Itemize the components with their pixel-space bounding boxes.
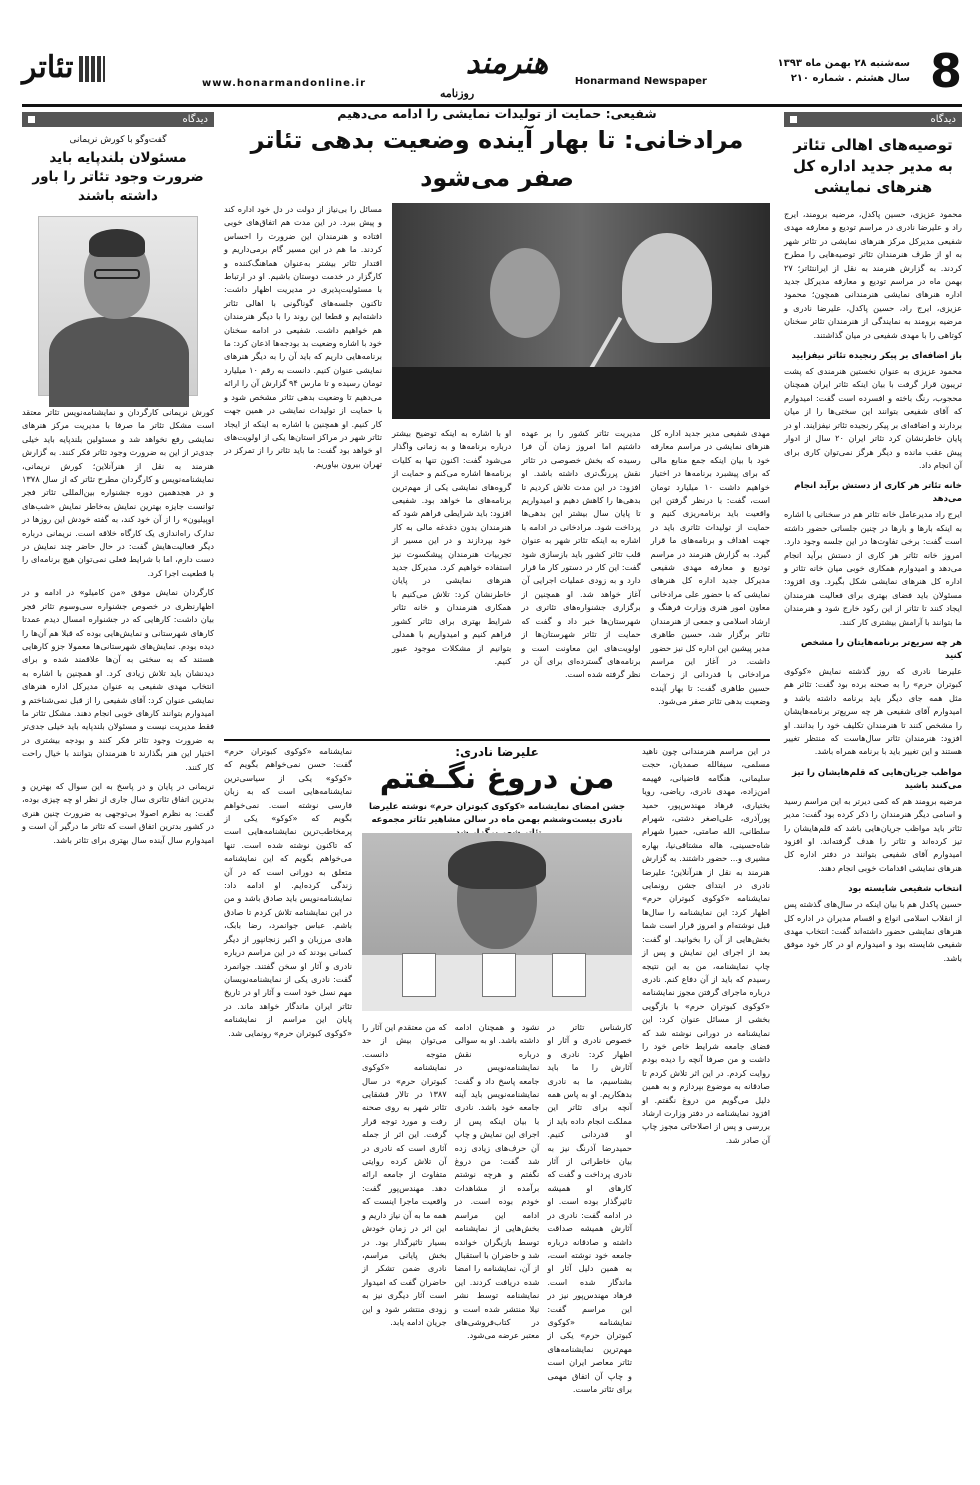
left-text-1: کورش نریمانی کارگردان و نمایشنامه‌نویس تئاتر معتقد است مشکل تئاتر ما صرفا با مدیریت مرکز هنرهای نمایشی رفع نخواهد شد و مسئولین بلندپایه باید خیلی جدی‌تر از این به ضرورت وجود تئاتر فکر کنند. به گزارش هنرمند به نقل از هنرآنلاین؛ کورش نریمانی، نمایشنامه‌نویس و کارگردان مطرح تئاتر که از سال ۱۳۷۸ و در هجدهمین دوره جشنواره بین‌المللی تئاتر فجر توانست جایزه بهترین نمایش به‌خاطر نمایش «شب‌های اوپیلیون» را از آن خود کند، به گفته خودش این روزها در تدارک راه‌اندازی یک کارگاه خلاقه است. نریمانی درباره دیگر فعالیت‌هایش گفت: در حال حاضر چند نمایش در دست دارم، اما با شرایط فعلی نمی‌توان هیچ برنامه‌ای را با قطعیت اجرا کرد. — [22, 407, 214, 578]
second-mid-columns — [362, 1021, 632, 1475]
second-story — [224, 745, 770, 1485]
issue-number: سال هشتم . شماره ۲۱۰ — [790, 73, 910, 84]
right-subhead-3: هر چه سریع‌تر برنامه‌هایتان را مشخص کنید — [800, 637, 962, 661]
second-kicker: علیرضا نادری: — [455, 745, 539, 759]
right-text-4: مرضیه برومند هم که کمی دیرتر به این مراسم رسید و اسامی دیگر هنرمندان را ذکر کرده بود گفت: مدیر تئاتر باید مواظب جریان‌هایی باشد که قلم‌هایشان را تیز کرده‌اند و تئاتر را هدف گرفته‌اند. او افزود امیدوارم آقای شفیعی بتوانند در دفتر اداره کل هنرهای نمایشی اقدامات خوبی انجام دهند. — [784, 795, 962, 873]
main-headline: مرادخانی: تا بهار آینده وضعیت بدهی تئاتر صفر می‌شود — [250, 126, 744, 192]
page-number: 8 — [929, 44, 962, 98]
second-left-col: نمایشنامه «کوکوی کبوتران حرم» گفت: حسن نمی‌خواهم بگویم که «کوکو» یکی از سیاسی‌ترین نمایشنامه‌هایی است که به زبان فارسی نوشته است. نمی‌خواهم بگویم که «کوکو» یکی از پرمخاطب‌ترین نمایشنامه‌هایی است که تاکنون نوشته شده است. تنها می‌خواهم بگویم که این نمایشنامه متعلق به دورانی است که در آن زندگی کرده‌ایم. او ادامه داد: نمایشنامه‌نویس باید صادق باشد و من در این نمایشنامه تلاش کردم تا صادق باشم. عباس جوانمرد، رضا بابک، هادی مرزبان و اکبر زنجانپور از دیگر کسانی بودند که در این مراسم درباره نادری و آثار او سخن گفتند. جوانمرد گفت: نادری یکی از نمایشنامه‌نویسان مهم نسل خود است و آثار او در تاریخ تئاتر ایران ماندگار خواهد ماند. در پایان این مراسم از نمایشنامه «کوکوی کبوتران حرم» رونمایی شد. — [224, 746, 352, 1038]
grid-icon — [79, 56, 105, 82]
right-text-3: علیرضا نادری که روز گذشته نمایش «کوکوی کبوتران حرم» را به صحنه برده بود گفت: تئاتر هم مثل همه جای دیگر باید برنامه داشته باشد و امیدوارم آقای شفیعی هر چه سریع‌تر برنامه‌هایشان را مشخص کنند تا هنرمندان تکلیف خود را بدانند. او افزود: هنرمندان تئاتر سال‌هاست که منتظر تغییر هستند و این تغییر باید با برنامه همراه باشد. — [784, 665, 962, 757]
paper-logo[interactable] — [432, 44, 582, 100]
left-text-3: نریمانی در پایان و در پاسخ به این سوال که بهترین و بدترین اتفاق تئاتری سال جاری از نظر او چه چیزی بوده، گفت: به نظرم اصولا بی‌توجهی به ضرورت چنین هنری در کشور بدترین اتفاق است که تئاتر ما درگیر آن است و امیدوارم سال آینده سال بهتری برای تئاتر باشد. — [22, 780, 214, 845]
left-column — [22, 112, 214, 1382]
paper-name-fa: هنرمند — [465, 46, 549, 81]
section-name: تئاتر — [22, 50, 74, 85]
right-headline: توصیه‌های اهالی تئاتر به مدیر جدید اداره کل هنرهای نمایشی — [793, 136, 953, 196]
second-mid-a: کارشناس تئاتر در خصوص نادری و آثار او اظهار کرد: نادری و آثارش را ما باید بشناسیم، ما به نادری بدهکاریم. او به پاس همه آنچه برای تئاتر این مملکت انجام داده باید از او قدردانی کنیم. حمیدرضا آذرنگ نیز به بیان خاطراتی از آثار نادری پرداخت و گفت که کارهای او همیشه تاثیرگذار بوده است. او در ادامه گفت: نادری در آثارش همیشه صداقت داشته و صادقانه درباره جامعه خود نوشته است، به همین دلیل آثار او ماندگار شده است. فرهاد مهندس‌پور نیز در این مراسم گفت: نمایشنامه «کوکوی کبوتران حرم» یکی از مهم‌ترین نمایشنامه‌های تئاتر معاصر ایران است و چاپ آن اتفاق مهمی برای تئاتر ماست. — [547, 1022, 632, 1394]
section-tag — [784, 112, 962, 127]
date-block — [778, 56, 910, 86]
second-mid-b: نشود و همچنان ادامه داشته باشد. او به سوالی درباره نقش نمایشنامه‌نویس در جامعه پاسخ داد و گفت: نمایشنامه‌نویس باید آینه جامعه خود باشد. نادری با بیان اینکه پس از اجرای این نمایش و چاپ آن حرف‌های زیادی زده شد گفت: من دروغ نگفتم و هرچه نوشتم برآمده از مشاهدات خودم بوده است. در ادامه این مراسم بخش‌هایی از نمایشنامه توسط بازیگران خوانده شد و حاضران با استقبال از آن، نمایشنامه را امضا شده دریافت کردند. این نمایشنامه توسط نشر نیلا منتشر شده است و در کتاب‌فروشی‌های معتبر عرضه می‌شود. — [454, 1022, 540, 1341]
main-kicker: شفیعی: حمایت از تولیدات نمایشی را ادامه می‌دهیم — [337, 106, 657, 121]
website-link[interactable]: www.honarmandonline.ir — [202, 78, 367, 89]
left-headline: مسئولان بلندپایه باید ضرورت وجود تئاتر را باور داشته باشند — [32, 150, 204, 204]
right-text-1: محمود عزیزی به عنوان نخستین هنرمندی که پشت تریبون قرار گرفت با بیان اینکه تئاتر ایران همچنان محجوب، رنگ باخته و افسرده است گفت: امیدوارم که آقای شفیعی بتوانند این سختی‌ها را از میان بردارند و اضافه‌ای بر پیکر رنجیده تئاتر نیفزایند. او در پایان خاطرنشان کرد تئاتر ایران ۲۰ سال از ادوار پیش عقب مانده و دیگر هرگز نمی‌توان کاری برای آن انجام داد. — [784, 366, 962, 470]
right-subhead-2: خانه تئاتر هر کاری از دستش برآید انجام می‌دهد — [794, 481, 962, 505]
main-story — [224, 203, 770, 733]
main-col-c: او با اشاره به اینکه توضیح بیشتر درباره برنامه‌ها و به زمانی واگذار می‌شود گفت: اکنون تنها به کلیات برنامه‌ها اشاره می‌کنم و حمایت از گروه‌های نمایشی یکی از مهم‌ترین برنامه‌های ما خواهد بود. شفیعی افزود: باید شرایطی فراهم شود که هنرمندان بدون دغدغه مالی به کار خود بپردازند و در این مسیر از تجربیات هنرمندان پیشکسوت نیز استفاده خواهیم کرد. مدیرکل جدید هنرهای نمایشی در پایان خاطرنشان کرد: تلاش می‌کنیم با همکاری هنرمندان و خانه تئاتر شرایط بهتری برای تئاتر کشور فراهم کنیم و امیدواریم با همدلی بتوانیم از مشکلات موجود عبور کنیم. — [392, 428, 512, 666]
left-kicker: گفت‌وگو با کورش نریمانی — [69, 135, 167, 145]
section-tag — [22, 112, 214, 127]
paper-name-en: Honarmand Newspaper — [574, 76, 707, 87]
second-headline: من دروغ نگـفتم — [379, 761, 615, 796]
paper-sub: روزنامه — [440, 87, 475, 100]
left-text-2: کارگردان نمایش موفق «من کامیلو» در ادامه و در اظهارنظری در خصوص جشنواره سی‌وسوم تئاتر فجر بیان داشت: کارهایی که در جشنواره امسال دیدم عمدتا کارهای شهرستانی و نمایش‌هایی بوده که قبلا هم آن‌ها را دیده بودم. نمایش‌های شهرستانی‌ها معمولا جزو کارهایی هستند که به سختی به آن‌ها علاقمند شده و برای دیدنشان باید تلاش زیادی کرد. او همچنین با اشاره به انتخاب مهدی شفیعی به عنوان مدیرکل اداره هنرهای نمایشی عنوان کرد: آقای شفیعی را از قبل نمی‌شناختم و امیدوارم بتوانند کارهای خوبی انجام دهند. مشکل تئاتر ما فقط مدیریت نیست و مسئولان بلندپایه باید خیلی جدی‌تر به ضرورت وجود تئاتر فکر کنند و بودجه بیشتری در اختیار این هنر بگذارند تا هنرمندان بتوانند با خیال راحت کار کنند. — [22, 587, 214, 772]
second-right-col: در این مراسم هنرمندانی چون ناهید مسلمی، سیفالله صمدیان، حجت سلیمانی، هنگامه قاضیانی، فهیمه امن‌زاده، مهدی نادری، ریاضی، رویا بختیاری، فرهاد مهندس‌پور، حمید پورآذری، علی‌اصغر دشتی، شهرام سلطانی، الله صامتی، حمیرا شهرام شاه‌حسینی، هاله مشتاقی‌نیا، بهاره مشیری و... حضور داشتند. به گزارش هنرمند به نقل از هنرآنلاین؛ علیرضا نادری در ابتدای جشن رونمایی نمایشنامه «کوکوی کبوتران حرم» اظهار کرد: این نمایشنامه را سال‌ها قبل نوشته‌ام و امروز قرار است شما بخش‌هایی از آن را بخوانید. او گفت: بعد از اجرای این نمایش و پس از چاپ نمایشنامه، من به این نتیجه رسیدم که باید از آن دفاع کنم. نادری درباره ماجرای گرفتن مجوز نمایشنامه «کوکوی کبوتران حرم» با بازگویی بخشی از مسائل عنوان کرد: این نمایشنامه در دورانی نوشته شد که فضای جامعه شرایط خاص خود را داشت و من صرفا آنچه را دیده بودم روایت کردم. در این اثر تلاش کردم تا صادقانه به موضوع بپردازم و به همین دلیل می‌گویم من دروغ نگفتم. او افزود نمایشنامه در دفتر وزارت ارشاد بررسی و پس از اصلاحاتی مجوز چاپ آن صادر شد. — [642, 746, 770, 1145]
section-logo — [22, 46, 105, 90]
masthead — [22, 38, 962, 108]
main-column — [224, 106, 770, 1394]
square-icon — [790, 116, 797, 123]
main-col-a: مهدی شفیعی مدیر جدید اداره کل هنرهای نمایشی در مراسم معارفه خود با بیان اینکه جمع منابع مالی که برای پیشبرد برنامه‌ها در اختیار خواهیم داشت ۱۰ میلیارد تومان است، گفت: با درنظر گرفتن این واقعیت باید برنامه‌ریزی کنیم و حمایت از تولیدات تئاتری باید در جهت اهداف و برنامه‌های ما قرار گیرد. به گزارش هنرمند در مراسم تودیع و معارفه مهدی شفیعی مدیرکل جدید اداره کل هنرهای نمایشی که با حضور علی مرادخانی معاون امور هنری وزارت فرهنگ و ارشاد اسلامی و جمعی از هنرمندان تئاتر برگزار شد، حسین طاهری مدیر پیشین این اداره کل نیز حضور داشت. در آغاز این مراسم مرادخانی با قدردانی از زحمات حسین طاهری گفت: تا بهار آینده وضعیت بدهی تئاتر صفر می‌شود. — [650, 428, 770, 707]
main-story-columns — [392, 427, 770, 727]
right-text-2: ایرج راد مدیرعامل خانه تئاتر هم در سخنانی با اشاره به اینکه بارها و بارها در چنین جلساتی حضور داشته است گفت: برخی تفاوت‌ها در این جلسه وجود دارد. امروز خانه تئاتر هر کاری از دستش برآید انجام می‌دهد و امیدوارم همکاری خوبی میان خانه تئاتر و اداره کل هنرهای نمایشی شکل بگیرد. وی افزود: مسئولان باید فضای بهتری برای فعالیت هنرمندان ایجاد کنند تا تئاتر از این رکود خارج شود و هنرمندان ما بتوانند با آرامش بیشتری کار کنند. — [784, 509, 962, 627]
second-mid-c: که من معتقدم این آثار را می‌توان بیش از حد متوجه دانست. نمایشنامه «کوکوی کبوتران حرم» در سال ۱۳۸۷ در تالار قشقایی تئاتر شهر به روی صحنه رفت و مورد توجه قرار گرفت. این اثر از جمله آثاری است که نادری در آن تلاش کرده روایتی متفاوت از جامعه ارائه دهد. مهندس‌پور گفت: واقعیت ماجرا اینست که همه ما به آن نیاز داریم و این اثر در زمان خودش بسیار تاثیرگذار بود. در بخش پایانی مراسم، نادری ضمن تشکر از حاضران گفت که امیدوار است آثار دیگری نیز به زودی منتشر شود و این جریان ادامه یابد. — [361, 1022, 447, 1327]
main-col-side: مسائل را بی‌نیاز از دولت در دل خود اداره کند و پیش ببرد. در این مدت هم اتفاق‌های خوبی افتاده و هنرمندان این ضرورت را احساس کردند. ما هم در این مسیر گام برمی‌داریم و اقتدار تئاتر بیشتر به‌عنوان هماهنگ‌کننده و کارگزار در خدمت دوستان باشیم. او در ارتباط با مسئولیت‌پذیری در مدیریت اظهار داشت: تاکنون جلسه‌های گوناگونی با اهالی تئاتر داشته‌ایم و قطعا این روند را با دیگر هنرمندان هم خواهیم داشت. شفیعی در ادامه سخنان خود با اشاره وضعیت بد بودجه‌ها اذعان کرد: ما برنامه‌هایی داریم که باید آن را به دیگر هنرهای نمایشی عنوان کنیم. دانست به رقم ۱۰ میلیارد تومان رسیده و تا مارس ۹۴ گزارش آن را ارائه می‌دهیم تا وضعیت بدهی تئاتر مشخص شود و با حمایت از تولیدات نمایشی در همین جهت کار کنیم. او همچنین با اشاره به اینکه از ایجاد تئاتر شهر در مراکز استان‌ها یکی از اولویت‌های او خواهد بود گفت: ما باید تئاتر را از تمرکز در تهران بیرون بیاوریم. — [224, 204, 382, 469]
press-conference-photo — [392, 203, 770, 419]
author-photo — [362, 833, 632, 1011]
second-head — [362, 745, 632, 825]
tag-label: دیدگاه — [182, 114, 208, 125]
right-text-5: حسین پاکدل هم با بیان اینکه در سال‌های گذشته پس از انقلاب اسلامی انواع و اقسام مدیران در اداره کل هنرهای نمایشی حضور داشته‌اند گفت: انتخاب مهدی شفیعی شایسته بود و امیدوارم او در کار خود موفق باشد. — [784, 899, 962, 963]
right-intro: محمود عزیزی، حسین پاکدل، مرضیه برومند، ایرج راد و علیرضا نادری در مراسم تودیع و معارفه مهدی شفیعی مدیرکل مرکز هنرهای نمایشی در تئاتر شهر به او از طرف هنرمندان تئاتر توصیه‌هایی را مطرح کردند. به گزارش هنرمند به نقل از ایرانتئاتر؛ ۲۷ بهمن ماه در مراسم تودیع و معارفه مدیرکل جدید اداره هنرهای نمایشی هنرمندانی همچون؛ محمود عزیزی، ایرج راد، حسین پاکدل، علیرضا نادری و مرضیه برومند به نمایندگی از هنرمندان تئاتر سخنان کوتاهی را با مهدی شفیعی در میان گذاشتند. — [784, 209, 962, 340]
second-lead: جشن امضای نمایشنامه «کوکوی کبوتران حرم» نوشته علیرضا نادری بیست‌وششم بهمن ماه در سالن مشاهیر تئاتر مجموعه — [369, 802, 625, 825]
main-col-b: مدیریت تئاتر کشور را بر عهده داشتیم اما امروز زمان آن فرا رسیده که بخش خصوصی در تئاتر نقش پررنگ‌تری داشته باشد. او افزود: در این مدت تلاش کردیم تا بدهی‌ها را کاهش دهیم و امیدواریم تا پایان سال بیشتر این بدهی‌ها پرداخت شود. مرادخانی در ادامه با اشاره به اینکه تئاتر شهر به عنوان قلب تئاتر کشور باید بازسازی شود گفت: این کار در دستور کار ما قرار دارد و به زودی عملیات اجرایی آن آغاز خواهد شد. او همچنین از برگزاری جشنواره‌های تئاتری در شهرستان‌ها خبر داد و گفت که حمایت از تئاتر شهرستان‌ها از اولویت‌های این معاونت است و برنامه‌های گسترده‌ای برای آن در نظر گرفته شده است. — [521, 428, 641, 680]
right-subhead-5: انتخاب شفیعی شایسته بود — [848, 884, 962, 895]
section-divider — [224, 739, 770, 741]
issue-date: سه‌شنبه ۲۸ بهمن ماه ۱۳۹۳ — [777, 58, 910, 69]
portrait-photo — [38, 216, 198, 396]
tag-label: دیدگاه — [930, 114, 956, 125]
square-icon — [28, 116, 35, 123]
right-subhead-4: مواظب جریان‌هایی که قلم‌هایشان را تیز می‌کنند باشید — [791, 767, 962, 791]
right-column — [784, 112, 962, 1382]
right-subhead-1: باز اضافه‌ای بر پیکر رنجیده تئاتر نیفزایید — [791, 351, 962, 362]
